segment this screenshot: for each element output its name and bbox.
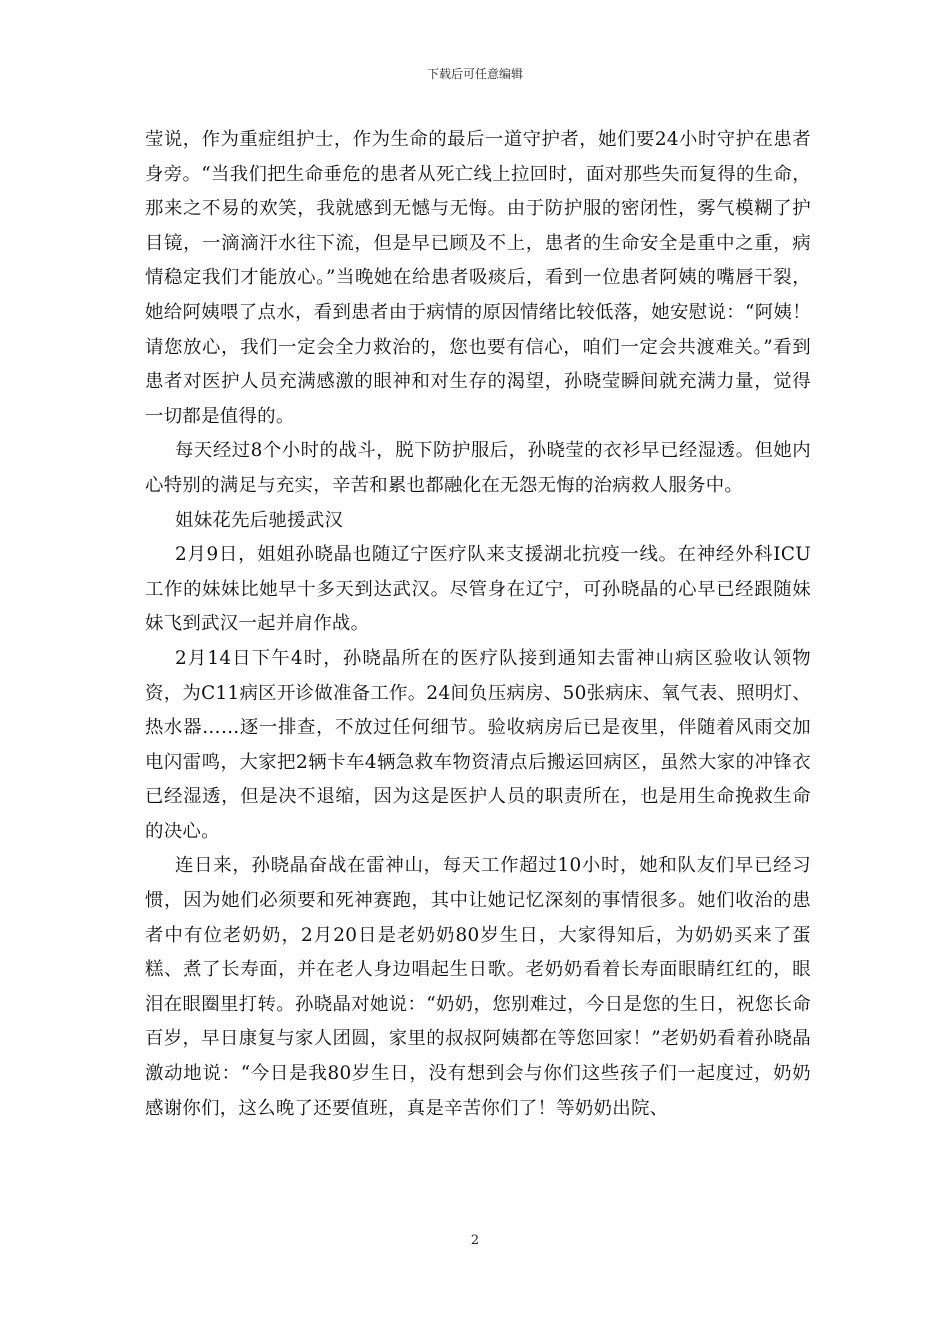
page-number: 2 — [470, 1233, 480, 1248]
page-header: 下载后可任意编辑 — [426, 67, 523, 81]
document-body — [145, 123, 811, 1126]
paragraph: 连日来，孙晓晶奋战在雷神山，每天工作超过10小时，她和队友们早已经习惯，因为她们必须要和死神赛跑，其中让她记忆深刻的事情很多。她们收治的患者中有位老奶奶，2月20日是老奶奶80岁生日，大家得知后，为奶奶买来了蛋糕、煮了长寿面，并在老人身边唱起生日歌。老奶奶看着长寿面眼睛红红的，眼泪在眼圈里打转。孙晓晶对她说：“奶奶，您别难过，今日是您的生日，祝您长命百岁，早日康复与家人团圆，家里的叔叔阿姨都在等您回家！”老奶奶看着孙晓晶激动地说：“今日是我80岁生日，没有想到会与你们这些孩子们一起度过，奶奶感谢你们，这么晚了还要值班，真是辛苦你们了！等奶奶出院、 — [145, 855, 811, 1119]
paragraph: 每天经过8个小时的战斗，脱下防护服后，孙晓莹的衣衫早已经湿透。但她内心特别的满足与充实，辛苦和累也都融化在无怨无悔的治病救人服务中。 — [145, 440, 811, 496]
paragraph-continued: 莹说，作为重症组护士，作为生命的最后一道守护者，她们要24小时守护在患者身旁。“当我们把生命垂危的患者从死亡线上拉回时，面对那些失而复得的生命，那来之不易的欢笑，我就感到无憾与无悔。由于防护服的密闭性，雾气模糊了护目镜，一滴滴汗水往下流，但是早已顾及不上，患者的生命安全是重中之重，病情稳定我们才能放心。”当晚她在给患者吸痰后，看到一位患者阿姨的嘴唇干裂，她给阿姨喂了点水，看到患者由于病情的原因情绪比较低落，她安慰说：“阿姨！请您放心，我们一定会全力救治的，您也要有信心，咱们一定会共渡难关。”看到患者对医护人员充满感激的眼神和对生存的渴望，孙晓莹瞬间就充满力量，觉得一切都是值得的。 — [145, 129, 811, 427]
paragraph: 2月14日下午4时，孙晓晶所在的医疗队接到通知去雷神山病区验收认领物资，为C11病区开诊做准备工作。24间负压病房、50张病床、氧气表、照明灯、热水器……逐一排查，不放过任何细节。验收病房后已是夜里，伴随着风雨交加电闪雷鸣，大家把2辆卡车4辆急救车物资清点后搬运回病区，虽然大家的冲锋衣已经湿透，但是决不退缩，因为这是医护人员的职责所在，也是用生命挽救生命的决心。 — [145, 647, 811, 842]
paragraph: 2月9日，姐姐孙晓晶也随辽宁医疗队来支援湖北抗疫一线。在神经外科ICU工作的妹妹比她早十多天到达武汉。尽管身在辽宁，可孙晓晶的心早已经跟随妹妹飞到武汉一起并肩作战。 — [145, 544, 811, 635]
section-heading: 姐妹花先后驰援武汉 — [175, 509, 344, 531]
